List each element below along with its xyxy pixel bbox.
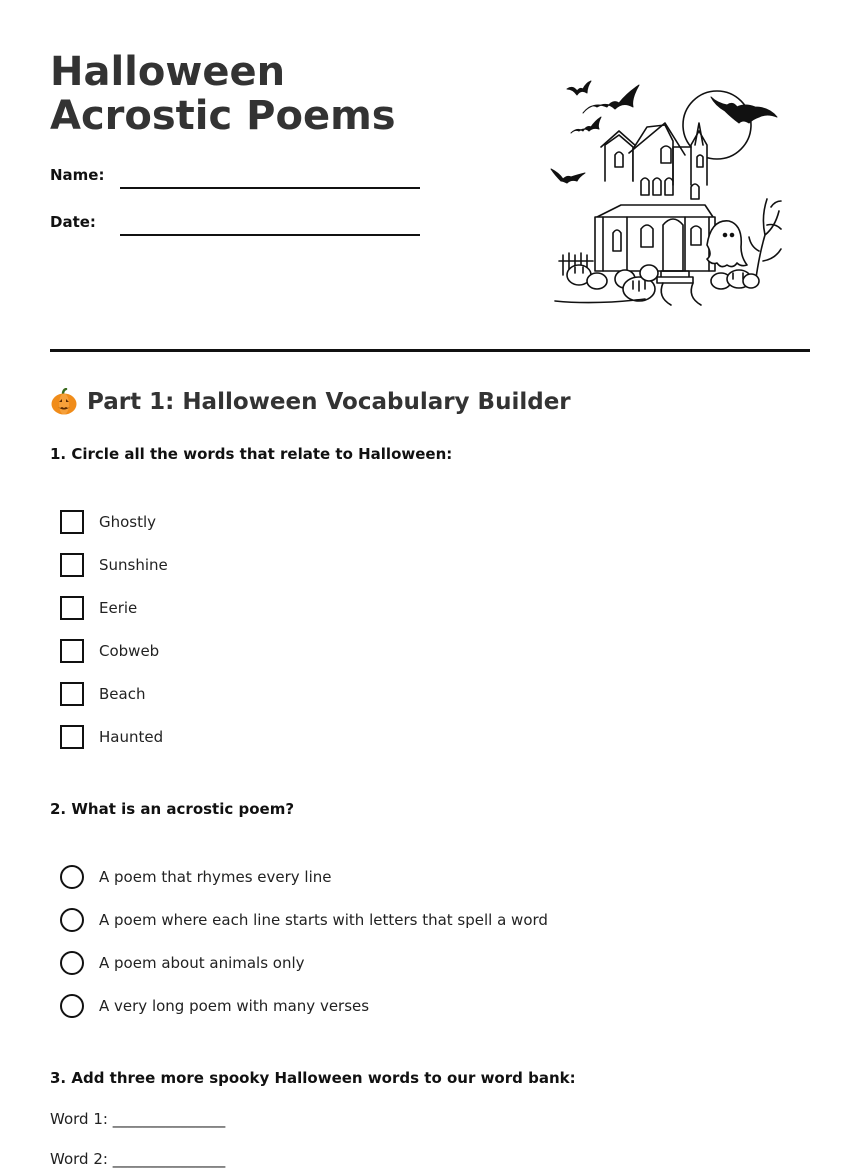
radio-option[interactable] [60, 951, 305, 975]
section-title-text: Part 1: Halloween Vocabulary Builder [87, 389, 571, 415]
option-label: A poem about animals only [99, 954, 305, 972]
checkbox-option[interactable] [60, 639, 159, 663]
date-field[interactable] [120, 234, 420, 236]
word-2-field[interactable]: Word 2: _______________ [50, 1150, 226, 1168]
radio-option[interactable] [60, 908, 548, 932]
option-label: A poem where each line starts with letters that spell a word [99, 911, 548, 929]
checkbox[interactable] [60, 639, 84, 663]
checkbox-option[interactable] [60, 725, 163, 749]
question-1: 1. Circle all the words that relate to Halloween: [50, 445, 453, 463]
option-label: Cobweb [99, 642, 160, 660]
pumpkin-icon [50, 388, 78, 416]
checkbox[interactable] [60, 682, 84, 706]
option-label: A very long poem with many verses [99, 997, 370, 1015]
radio-button[interactable] [60, 994, 84, 1018]
section-title-part1 [50, 388, 571, 416]
question-2: 2. What is an acrostic poem? [50, 800, 295, 818]
date-label: Date: [50, 213, 96, 231]
radio-button[interactable] [60, 951, 84, 975]
checkbox-option[interactable] [60, 596, 137, 620]
radio-button[interactable] [60, 865, 84, 889]
word-1-field[interactable]: Word 1: _______________ [50, 1110, 226, 1128]
radio-option[interactable] [60, 994, 369, 1018]
option-label: Beach [99, 685, 146, 703]
checkbox[interactable] [60, 510, 84, 534]
option-label: Haunted [99, 728, 164, 746]
option-label: Sunshine [99, 556, 168, 574]
checkbox[interactable] [60, 553, 84, 577]
option-label: Ghostly [99, 513, 157, 531]
name-field[interactable] [120, 187, 420, 189]
name-label: Name: [50, 166, 105, 184]
checkbox[interactable] [60, 596, 84, 620]
option-label: A poem that rhymes every line [99, 868, 332, 886]
header-divider [50, 349, 810, 352]
checkbox-option[interactable] [60, 553, 168, 577]
haunted-house-icon [545, 75, 790, 310]
option-label: Eerie [99, 599, 138, 617]
checkbox-option[interactable] [60, 682, 145, 706]
radio-button[interactable] [60, 908, 84, 932]
checkbox-option[interactable] [60, 510, 156, 534]
checkbox[interactable] [60, 725, 84, 749]
radio-option[interactable] [60, 865, 332, 889]
question-3: 3. Add three more spooky Halloween words to our word bank: [50, 1069, 576, 1087]
page-title: Halloween Acrostic Poems [50, 49, 396, 139]
